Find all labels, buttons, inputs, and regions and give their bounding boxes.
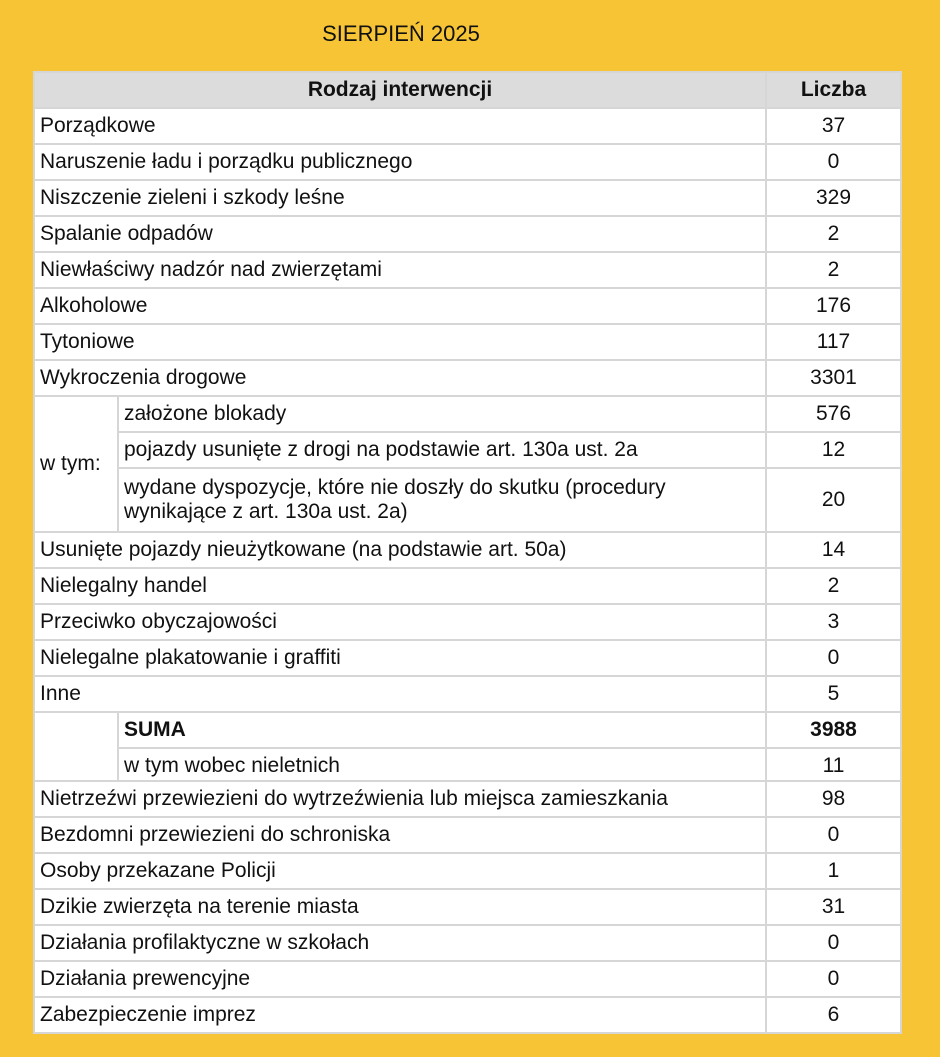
row-value: 6 [766, 997, 901, 1033]
row-label: Nielegalny handel [34, 568, 766, 604]
sub-group-label: w tym: [34, 396, 118, 532]
row-value: 0 [766, 817, 901, 853]
sum-blank-cell [34, 712, 118, 784]
row-value: 5 [766, 676, 901, 712]
row-label: Niszczenie zieleni i szkody leśne [34, 180, 766, 216]
row-value: 98 [766, 781, 901, 817]
row-value: 12 [766, 432, 901, 468]
table-row [34, 889, 901, 925]
row-value: 3301 [766, 360, 901, 396]
row-value: 2 [766, 252, 901, 288]
table-row [34, 604, 901, 640]
table-row [34, 360, 901, 396]
row-label: Nielegalne plakatowanie i graffiti [34, 640, 766, 676]
row-label: założone blokady [118, 396, 766, 432]
row-label: Działania profilaktyczne w szkołach [34, 925, 766, 961]
row-value: 0 [766, 144, 901, 180]
row-value: 14 [766, 532, 901, 568]
row-value: 3 [766, 604, 901, 640]
row-label: Naruszenie ładu i porządku publicznego [34, 144, 766, 180]
table-row [34, 568, 901, 604]
table-row [34, 468, 901, 532]
interventions-table [33, 71, 902, 785]
row-label: Usunięte pojazdy nieużytkowane (na podstawie art. 50a) [34, 532, 766, 568]
table-row [34, 288, 901, 324]
row-label: Zabezpieczenie imprez [34, 997, 766, 1033]
table-row [34, 432, 901, 468]
table-row [34, 997, 901, 1033]
row-value: 2 [766, 216, 901, 252]
table-row [34, 925, 901, 961]
page-title: SIERPIEŃ 2025 [322, 21, 480, 46]
row-label: Osoby przekazane Policji [34, 853, 766, 889]
row-label: Inne [34, 676, 766, 712]
sum-label: SUMA [118, 712, 766, 748]
row-label: Dzikie zwierzęta na terenie miasta [34, 889, 766, 925]
table-row [34, 640, 901, 676]
row-label: Tytoniowe [34, 324, 766, 360]
table-row [34, 324, 901, 360]
table-row [34, 853, 901, 889]
table-row [34, 676, 901, 712]
row-label: wydane dyspozycje, które nie doszły do skutku (procedury wynikające z art. 130a ust. 2a) [118, 468, 766, 532]
row-value: 329 [766, 180, 901, 216]
sum-value: 3988 [766, 712, 901, 748]
table-header-row [34, 72, 901, 108]
header-count: Liczba [766, 72, 901, 108]
row-label: Przeciwko obyczajowości [34, 604, 766, 640]
row-value: 117 [766, 324, 901, 360]
row-value: 176 [766, 288, 901, 324]
row-label: Spalanie odpadów [34, 216, 766, 252]
row-label: Nietrzeźwi przewiezieni do wytrzeźwienia lub miejsca zamieszkania [34, 781, 766, 817]
table-row [34, 252, 901, 288]
table-row [34, 961, 901, 997]
row-value: 0 [766, 640, 901, 676]
minors-row [34, 748, 901, 784]
minors-label: w tym wobec nieletnich [118, 748, 766, 784]
table-row [34, 216, 901, 252]
table-row [34, 781, 901, 817]
table-row [34, 817, 901, 853]
sum-row [34, 712, 901, 748]
row-label: Porządkowe [34, 108, 766, 144]
row-value: 37 [766, 108, 901, 144]
row-value: 576 [766, 396, 901, 432]
row-label: Alkoholowe [34, 288, 766, 324]
table-row [34, 144, 901, 180]
row-value: 31 [766, 889, 901, 925]
row-value: 0 [766, 961, 901, 997]
header-type: Rodzaj interwencji [34, 72, 766, 108]
additional-table [33, 780, 902, 1034]
row-value: 0 [766, 925, 901, 961]
row-label: Bezdomni przewiezieni do schroniska [34, 817, 766, 853]
minors-value: 11 [766, 748, 901, 784]
table-row [34, 108, 901, 144]
row-label: pojazdy usunięte z drogi na podstawie art. 130a ust. 2a [118, 432, 766, 468]
table-row [34, 180, 901, 216]
table-row [34, 532, 901, 568]
row-value: 2 [766, 568, 901, 604]
row-label: Działania prewencyjne [34, 961, 766, 997]
row-value: 20 [766, 468, 901, 532]
table-row [34, 396, 901, 432]
row-label: Wykroczenia drogowe [34, 360, 766, 396]
row-label: Niewłaściwy nadzór nad zwierzętami [34, 252, 766, 288]
row-value: 1 [766, 853, 901, 889]
